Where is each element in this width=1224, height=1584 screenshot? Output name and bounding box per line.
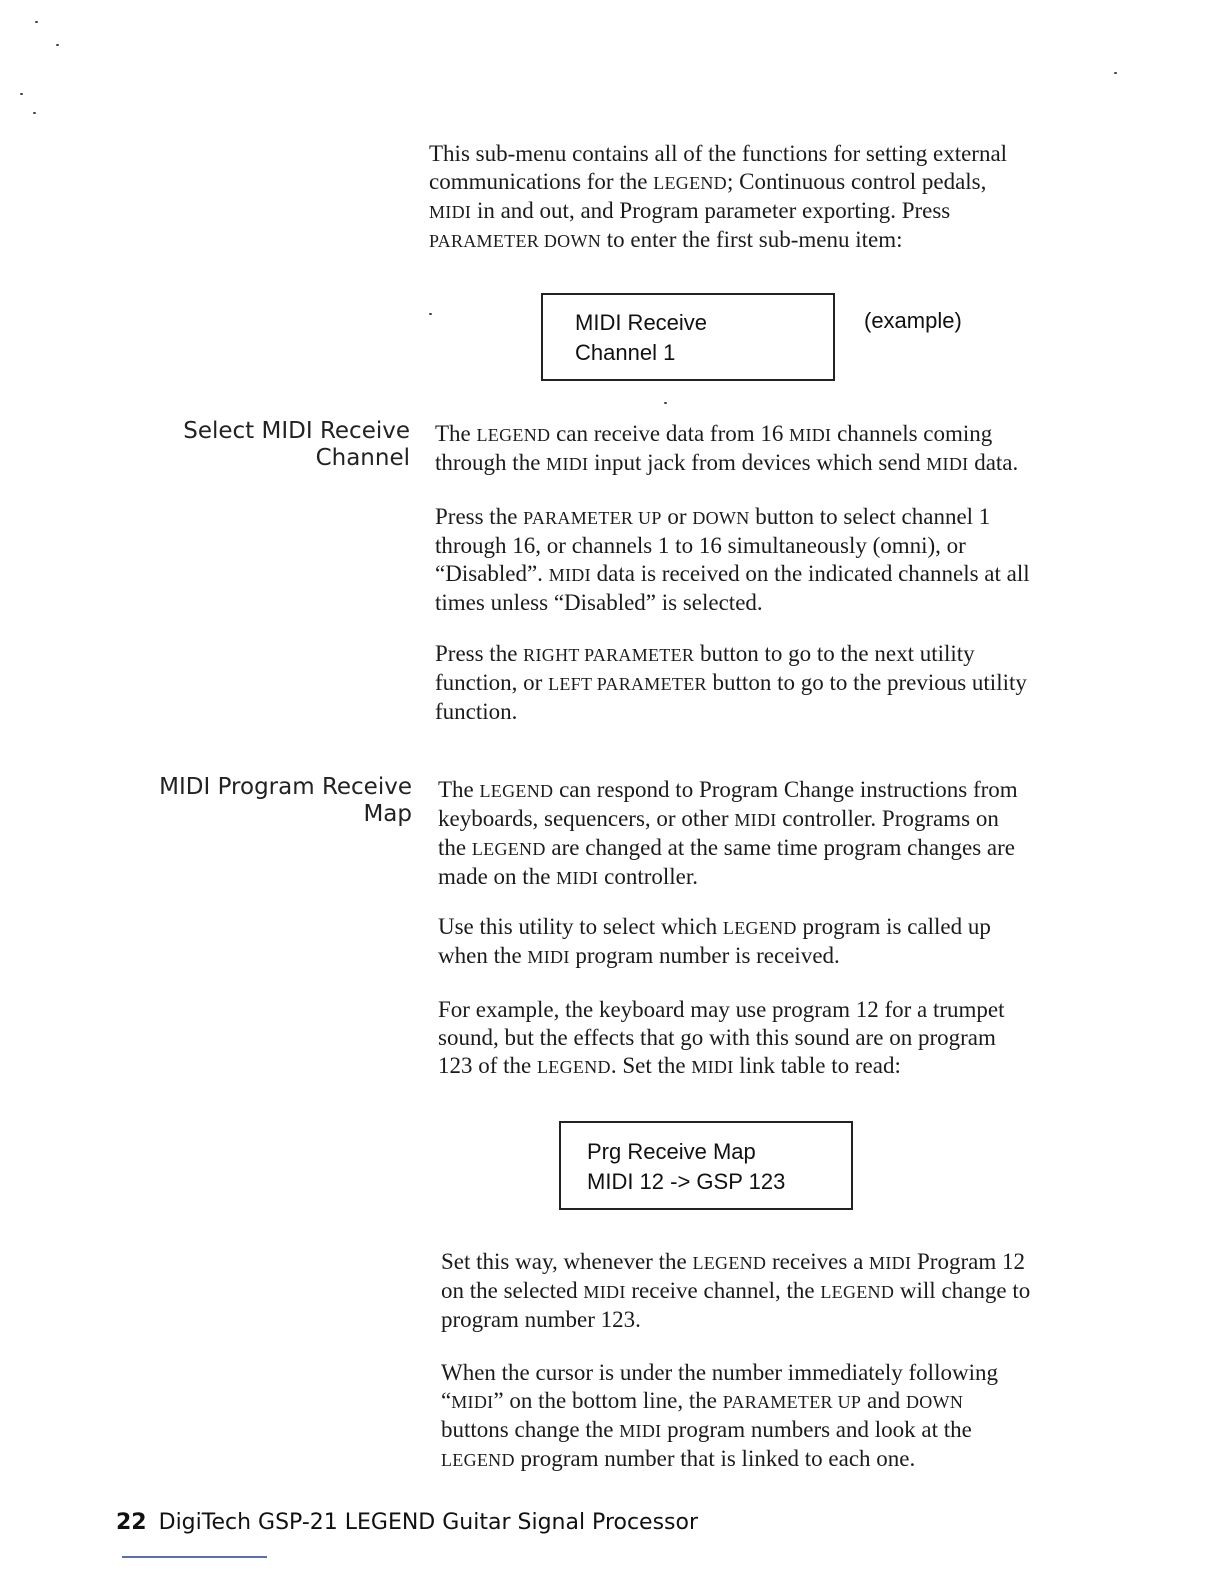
lcd-display-prg-receive-map xyxy=(559,1121,853,1210)
text: LEGEND xyxy=(441,1450,515,1470)
text: DOWN xyxy=(905,1392,964,1412)
heading-line: Map xyxy=(363,801,412,827)
text: “ xyxy=(441,1388,452,1413)
text: data is received on the indicated channels at all xyxy=(590,561,1030,586)
text: program is called up xyxy=(796,914,991,939)
footer-title: DigiTech GSP-21 LEGEND Guitar Signal Processor xyxy=(158,1510,699,1535)
lcd-display-midi-receive xyxy=(541,293,835,381)
text: function. xyxy=(435,699,518,724)
text: RIGHT PARAMETER xyxy=(523,645,695,665)
heading-line: Select MIDI Receive xyxy=(183,418,410,444)
text: MIDI xyxy=(556,868,599,888)
text: LEGEND xyxy=(692,1253,767,1273)
text: MIDI xyxy=(734,810,777,830)
scan-speck xyxy=(20,93,23,95)
text: through the xyxy=(435,450,547,475)
text: 123 of the xyxy=(438,1053,538,1078)
text: LEGEND xyxy=(537,1057,611,1077)
text: buttons change the xyxy=(441,1417,620,1442)
text: program numbers and look at the xyxy=(661,1417,972,1442)
text: will change to xyxy=(894,1278,1031,1303)
text: MIDI xyxy=(527,947,570,967)
page-number: 22 xyxy=(116,1510,147,1535)
text: button to go to the next utility xyxy=(694,641,975,666)
section1-paragraph-1 xyxy=(435,420,1018,478)
scan-speck xyxy=(56,44,59,46)
text: MIDI xyxy=(546,454,589,474)
scan-speck xyxy=(33,112,36,114)
text: when the xyxy=(438,943,528,968)
text: receives a xyxy=(766,1249,870,1274)
text: on the selected xyxy=(441,1278,584,1303)
text: input jack from devices which send xyxy=(588,450,927,475)
text: in and out, and Program parameter exporting. Press xyxy=(471,198,951,223)
section1-paragraph-3 xyxy=(435,640,1027,726)
text: For example, the keyboard may use program 12 for a trumpet xyxy=(438,997,1005,1022)
text: button to select channel 1 xyxy=(749,504,991,529)
text: MIDI xyxy=(691,1057,734,1077)
text: Press the xyxy=(435,641,524,666)
text: program number is received. xyxy=(569,943,840,968)
page-footer xyxy=(116,1510,698,1535)
intro-paragraph xyxy=(429,140,1007,255)
text: The xyxy=(435,421,477,446)
text: communications for the xyxy=(429,169,654,194)
text: DOWN xyxy=(692,508,750,528)
text: are changed at the same time program changes are xyxy=(545,835,1016,860)
text: ” on the bottom line, the xyxy=(493,1388,723,1413)
scan-speck xyxy=(1114,72,1117,74)
text: or xyxy=(661,504,693,529)
section2-paragraph-1 xyxy=(438,776,1018,892)
text: can receive data from 16 xyxy=(550,421,790,446)
text: channels coming xyxy=(831,421,993,446)
text: Set this way, whenever the xyxy=(441,1249,693,1274)
text: LEGEND xyxy=(653,173,727,193)
lcd-line-1: Prg Receive Map xyxy=(587,1139,756,1164)
text: LEGEND xyxy=(479,781,554,801)
text: sound, but the effects that go with this sound are on program xyxy=(438,1025,996,1050)
text: MIDI xyxy=(548,565,591,585)
text: MIDI xyxy=(451,1392,494,1412)
heading-line: Channel xyxy=(315,445,410,471)
text: LEGEND xyxy=(820,1282,895,1302)
text: controller. Programs on xyxy=(776,806,999,831)
section-heading-midi-program-receive-map xyxy=(159,774,412,828)
text: can respond to Program Change instructions from xyxy=(553,777,1018,802)
text: keyboards, sequencers, or other xyxy=(438,806,735,831)
heading-line: MIDI Program Receive xyxy=(159,774,412,800)
text: the xyxy=(438,835,472,860)
text: PARAMETER UP xyxy=(523,508,662,528)
text: controller. xyxy=(598,864,698,889)
text: LEFT PARAMETER xyxy=(548,674,707,694)
section2-paragraph-2 xyxy=(438,913,991,971)
text: This sub-menu contains all of the functions for setting external xyxy=(429,141,1008,166)
text: link table to read: xyxy=(733,1053,901,1078)
scan-speck xyxy=(35,21,38,23)
scan-speck xyxy=(664,402,667,404)
example-label: (example) xyxy=(864,308,962,333)
text: When the cursor is under the number immediately following xyxy=(441,1360,998,1385)
text: MIDI xyxy=(619,1421,662,1441)
text: function, or xyxy=(435,670,549,695)
text: LEGEND xyxy=(476,425,551,445)
text: program number that is linked to each one. xyxy=(514,1446,916,1471)
text: button to go to the previous utility xyxy=(706,670,1027,695)
lcd-line-2: MIDI 12 -> GSP 123 xyxy=(587,1169,786,1194)
text: and xyxy=(861,1388,906,1413)
text: LEGEND xyxy=(471,839,546,859)
lcd-line-1: MIDI Receive xyxy=(575,310,708,335)
text: Press the xyxy=(435,504,524,529)
section2-paragraph-5 xyxy=(441,1359,998,1474)
section2-paragraph-3 xyxy=(438,996,1005,1081)
footer-rule xyxy=(122,1556,267,1558)
section2-paragraph-4 xyxy=(441,1248,1030,1334)
section-heading-select-midi-receive-channel xyxy=(183,418,410,472)
text: “Disabled”. xyxy=(435,561,549,586)
text: MIDI xyxy=(429,202,472,222)
text: . Set the xyxy=(610,1053,692,1078)
text: program number 123. xyxy=(441,1307,641,1332)
text: to enter the first sub-menu item: xyxy=(601,227,903,252)
text: MIDI xyxy=(869,1253,912,1273)
text: PARAMETER DOWN xyxy=(429,231,602,251)
text: PARAMETER UP xyxy=(722,1392,862,1412)
text: Program 12 xyxy=(911,1249,1025,1274)
text: through 16, or channels 1 to 16 simultaneously (omni), or xyxy=(435,533,966,558)
text: MIDI xyxy=(789,425,832,445)
text: data. xyxy=(968,450,1019,475)
text: LEGEND xyxy=(722,918,797,938)
section1-paragraph-2 xyxy=(435,503,1030,617)
text: MIDI xyxy=(926,454,969,474)
text: MIDI xyxy=(583,1282,626,1302)
text: Use this utility to select which xyxy=(438,914,723,939)
text: The xyxy=(438,777,480,802)
text: made on the xyxy=(438,864,557,889)
lcd-line-2: Channel 1 xyxy=(575,340,676,365)
text: receive channel, the xyxy=(625,1278,821,1303)
scan-speck xyxy=(429,313,432,315)
text: times unless “Disabled” is selected. xyxy=(435,590,763,615)
text: ; Continuous control pedals, xyxy=(727,169,987,194)
